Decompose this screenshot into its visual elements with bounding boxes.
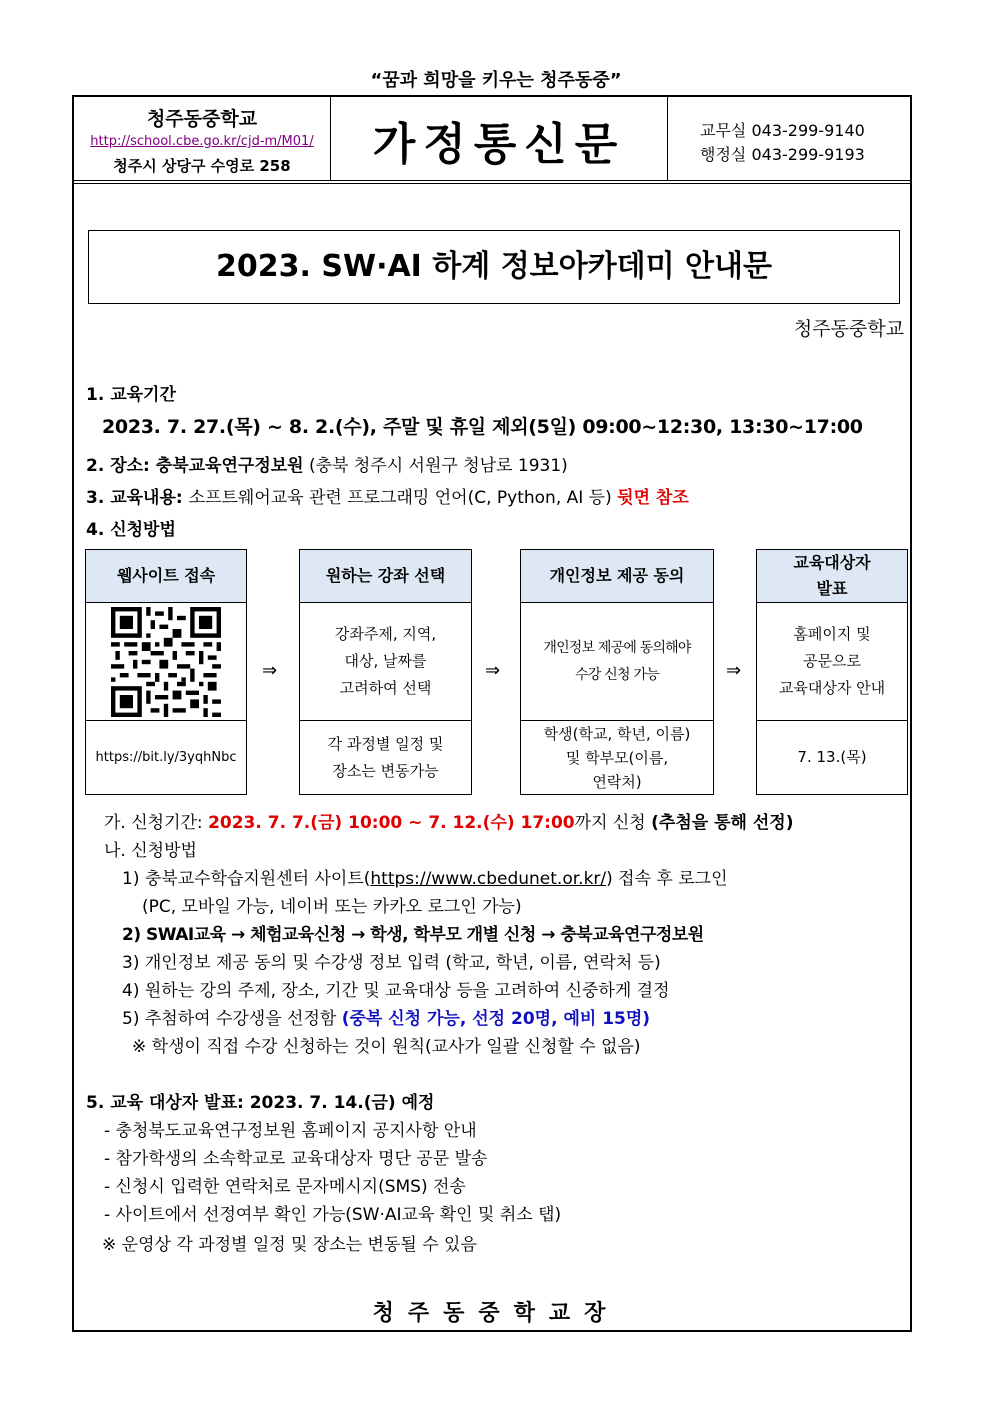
section-3-label: 3. 교육내용:: [86, 488, 189, 508]
step-consent-note: [521, 721, 713, 794]
step-consent-desc: [521, 603, 713, 721]
step-select-course: [299, 549, 472, 795]
apply-period-suffix: 까지 신청: [574, 813, 652, 833]
note-line: 학생(학교, 학년, 이름): [543, 724, 691, 743]
apply-period-label: 가. 신청기간:: [104, 813, 209, 833]
head-line: 교육대상자: [793, 553, 871, 572]
apply-method-note: ※ 학생이 직접 수강 신청하는 것이 원칙(교사가 일괄 신청할 수 없음): [132, 1037, 641, 1057]
flow-arrow: ⇒: [726, 660, 742, 681]
notice-title: 2023. SW·AI 하계 정보아카데미 안내문: [88, 230, 900, 304]
step-announcement: [756, 549, 908, 795]
desc-line: 대상, 날짜를: [344, 652, 427, 670]
operation-note: ※ 운영상 각 과정별 일정 및 장소는 변동될 수 있음: [102, 1235, 477, 1255]
method-5-note: (중복 신청 가능, 선정 20명, 예비 15명): [341, 1009, 651, 1029]
step-select-course-note: [300, 721, 471, 794]
section-4-heading: 4. 신청방법: [86, 520, 176, 540]
apply-method-5: [122, 1004, 650, 1029]
step-announcement-head: [757, 550, 907, 603]
phone-office: 교무실 043-299-9140: [700, 121, 865, 140]
section-1-heading: 1. 교육기간: [86, 385, 176, 405]
apply-period-dates: 2023. 7. 7.(금) 10:00 ~ 7. 12.(수) 17:00: [208, 813, 575, 833]
method-5-pre: 5) 추첨하여 수강생을 선정함: [122, 1009, 342, 1029]
note-line: 장소는 변동가능: [332, 761, 439, 780]
announcement-date: 7. 13.(목): [797, 748, 867, 766]
header-divider: [72, 180, 912, 184]
motto: “꿈과 희망을 키우는 청주동중”: [370, 70, 622, 91]
education-period: 2023. 7. 27.(목) ~ 8. 2.(수), 주말 및 휴일 제외(5일) 09:00~12:30, 13:30~17:00: [102, 416, 863, 438]
apply-method-4: 4) 원하는 강의 주제, 장소, 기간 및 교육대상 등을 고려하여 신중하게 결정: [122, 981, 670, 1001]
apply-method-3: 3) 개인정보 제공 동의 및 수강생 정보 입력 (학교, 학년, 이름, 연락처 등): [122, 953, 661, 973]
qr-code-icon: [111, 607, 221, 717]
section-3: [86, 483, 689, 508]
website-url-link[interactable]: https://bit.ly/3yqhNbc: [95, 750, 237, 765]
section-2: [86, 451, 568, 476]
qr-code[interactable]: [86, 603, 246, 721]
step-select-course-desc: [300, 603, 471, 721]
issuer: 청주동중학교: [793, 318, 904, 340]
flow-arrow: ⇒: [262, 660, 278, 681]
apply-method-2: 2) SWAI교육 → 체험교육신청 → 학생, 학부모 개별 신청 → 충북교육연구정보원: [122, 925, 704, 945]
apply-method-1: [122, 864, 728, 889]
step-consent: [520, 549, 714, 795]
apply-period-note: (추첨을 통해 선정): [651, 813, 794, 833]
desc-line: 수강 신청 가능: [575, 666, 659, 683]
method-1-pre: 1) 충북교수학습지원센터 사이트(: [122, 869, 371, 889]
step-website: [85, 549, 247, 795]
step-website-head: 웹사이트 접속: [86, 550, 246, 603]
desc-line: 고려하여 선택: [339, 679, 432, 697]
note-line: 및 학부모(이름,: [565, 748, 669, 767]
cbedunet-link[interactable]: https://www.cbedunet.or.kr/: [370, 869, 607, 889]
phone-admin: 행정실 043-299-9193: [700, 145, 865, 164]
desc-line: 공문으로: [803, 652, 861, 670]
step-select-course-head: 원하는 강좌 선택: [300, 550, 471, 603]
desc-line: 개인정보 제공에 동의해야: [543, 639, 691, 656]
flow-arrow: ⇒: [485, 660, 501, 681]
desc-line: 교육대상자 안내: [778, 679, 886, 697]
announce-item: - 충청북도교육연구정보원 홈페이지 공지사항 안내: [104, 1121, 477, 1141]
apply-period: [104, 808, 793, 833]
head-line: 발표: [816, 579, 848, 598]
school-name: 청주동중학교: [146, 108, 258, 130]
desc-line: 강좌주제, 지역,: [334, 625, 437, 643]
announce-item: - 참가학생의 소속학교로 교육대상자 명단 공문 발송: [104, 1149, 488, 1169]
note-line: 각 과정별 일정 및: [327, 734, 444, 753]
announce-item: - 신청시 입력한 연락처로 문자메시지(SMS) 전송: [104, 1177, 466, 1197]
announce-item: - 사이트에서 선정여부 확인 가능(SW·AI교육 확인 및 취소 탭): [104, 1205, 562, 1225]
section-2-label: 2. 장소:: [86, 456, 156, 476]
desc-line: 홈페이지 및: [793, 625, 871, 643]
section-5-heading: 5. 교육 대상자 발표: 2023. 7. 14.(금) 예정: [86, 1093, 435, 1113]
step-announcement-desc: [757, 603, 907, 721]
apply-method-heading: 나. 신청방법: [104, 841, 197, 861]
content-text: 소프트웨어교육 관련 프로그래밍 언어(C, Python, AI 등): [188, 488, 618, 508]
header-separator: [667, 96, 668, 181]
place-address: (충북 청주시 서원구 청남로 1931): [303, 456, 568, 476]
page-title: 가정통신문: [372, 119, 626, 170]
signature: 청주동중학교장: [372, 1301, 620, 1326]
method-1-post: ) 접속 후 로그인: [606, 869, 728, 889]
place-name: 충북교육연구정보원: [155, 456, 304, 476]
step-consent-head: 개인정보 제공 동의: [521, 550, 713, 603]
see-back-note: 뒷면 참조: [617, 488, 689, 508]
apply-method-1-sub: (PC, 모바일 가능, 네이버 또는 카카오 로그인 가능): [142, 897, 522, 917]
note-line: 연락처): [592, 772, 642, 791]
school-address: 청주시 상당구 수영로 258: [113, 157, 291, 175]
school-url-link[interactable]: http://school.cbe.go.kr/cjd-m/M01/: [90, 134, 314, 149]
